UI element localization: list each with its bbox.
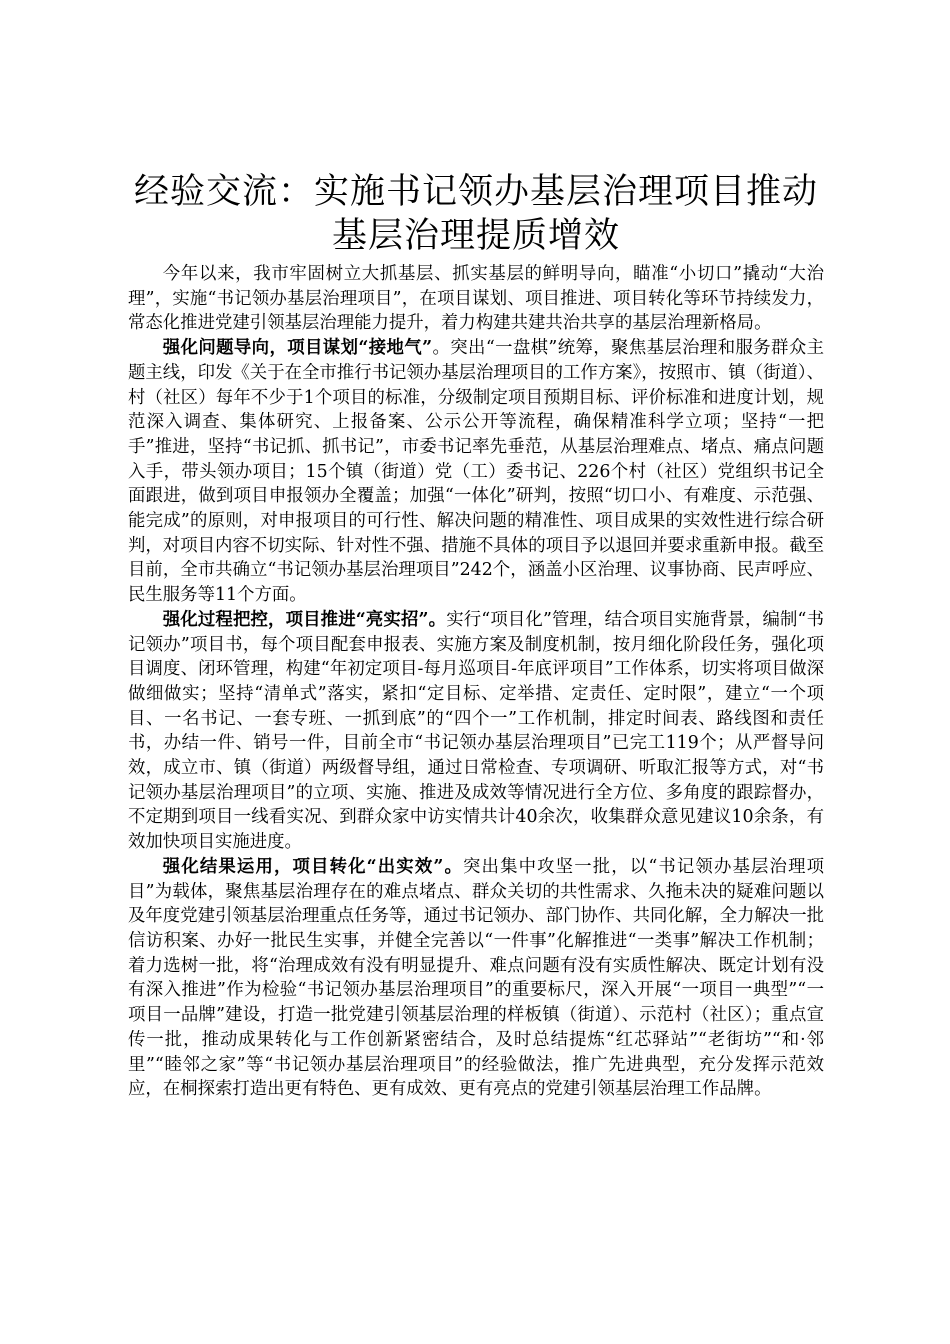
section-paragraph-2 [128,608,824,855]
document-title: 经验交流：实施书记领办基层治理项目推动基层治理提质增效 [133,172,818,256]
section-body-2: 实行“项目化”管理，结合项目实施背景，编制“书记领办”项目书，每个项目配套申报表、实施方案及制度机制，按月细化阶段任务，强化项目调度、闭环管理，构建“年初定项目-每月巡项目-年底评项目”工作体系，切实将项目做深做细做实；坚持“清单式”落实，紧扣“定目标、定举措、定责任、定时限”，建立“一个项目、一名书记、一套专班、一抓到底”的“四个一”工作机制，排定时间表、路线图和责任书，办结一件、销号一件，目前全市“书记领办基层治理项目”已完工119个；从严督导问效，成立市、镇（街道）两级督导组，通过日常检查、专项调研、听取汇报等方式，对“书记领办基层治理项目”的立项、实施、推进及成效等情况进行全方位、多角度的跟踪督办，不定期到项目一线看实况、到群众家中访实情共计40余次，收集群众意见建议10余条，有效加快项目实施进度。 [128,609,824,853]
section-body-1: 。突出“一盘棋”统筹，聚焦基层治理和服务群众主题主线，印发《关于在全市推行书记领办基层治理项目的工作方案》，按照市、镇（街道）、村（社区）每年不少于1个项目的标准，分级制定项目预期目标、评价标准和进度计划，规范深入调查、集体研究、上报备案、公示公开等流程，确保精准科学立项；坚持“一把手”推进，坚持“书记抓、抓书记”，市委书记率先垂范，从基层治理难点、堵点、痛点问题入手，带头领办项目；15个镇（街道）党（工）委书记、226个村（社区）党组织书记全面跟进，做到项目申报领办全覆盖；加强“一体化”研判，按照“切口小、有难度、示范强、能完成”的原则，对申报项目的可行性、解决问题的精准性、项目成果的实效性进行综合研判，对项目内容不切实际、针对性不强、措施不具体的项目予以退回并要求重新申报。截至目前，全市共确立“书记领办基层治理项目”242个，涵盖小区治理、议事协商、民声呼应、民生服务等11个方面。 [128,338,824,606]
section-heading-3: 强化结果运用，项目转化“出实效”。 [162,856,464,877]
section-paragraph-3 [128,855,824,1102]
section-heading-2: 强化过程把控，项目推进“亮实招”。 [162,609,447,630]
section-paragraph-1 [128,336,824,608]
section-body-3: 突出集中攻坚一批，以“书记领办基层治理项目”为载体，聚焦基层治理存在的难点堵点、群众关切的共性需求、久拖未决的疑难问题以及年度党建引领基层治理重点任务等，通过书记领办、部门协作、共同化解，全力解决一批信访积案、办好一批民生实事，并健全完善以“一件事”化解推进“一类事”解决工作机制；着力选树一批，将“治理成效有没有明显提升、难点问题有没有实质性解决、既定计划有没有深入推进”作为检验“书记领办基层治理项目”的重要标尺，深入开展“一项目一典型”“一项目一品牌”建设，打造一批党建引领基层治理的样板镇（街道）、示范村（社区）；重点宣传一批，推动成果转化与工作创新紧密结合，及时总结提炼“红芯驿站”“老街坊”“和·邻里”“睦邻之家”等“书记领办基层治理项目”的经验做法，推广先进典型，充分发挥示范效应，在桐探索打造出更有特色、更有成效、更有亮点的党建引领基层治理工作品牌。 [128,856,824,1100]
section-heading-1: 强化问题导向，项目谋划“接地气” [162,338,433,359]
intro-paragraph: 今年以来，我市牢固树立大抓基层、抓实基层的鲜明导向，瞄准“小切口”撬动“大治理”，实施“书记领办基层治理项目”，在项目谋划、项目推进、项目转化等环节持续发力，常态化推进党建引领基层治理能力提升，着力构建共建共治共享的基层治理新格局。 [128,264,824,334]
document-body [128,170,824,1102]
